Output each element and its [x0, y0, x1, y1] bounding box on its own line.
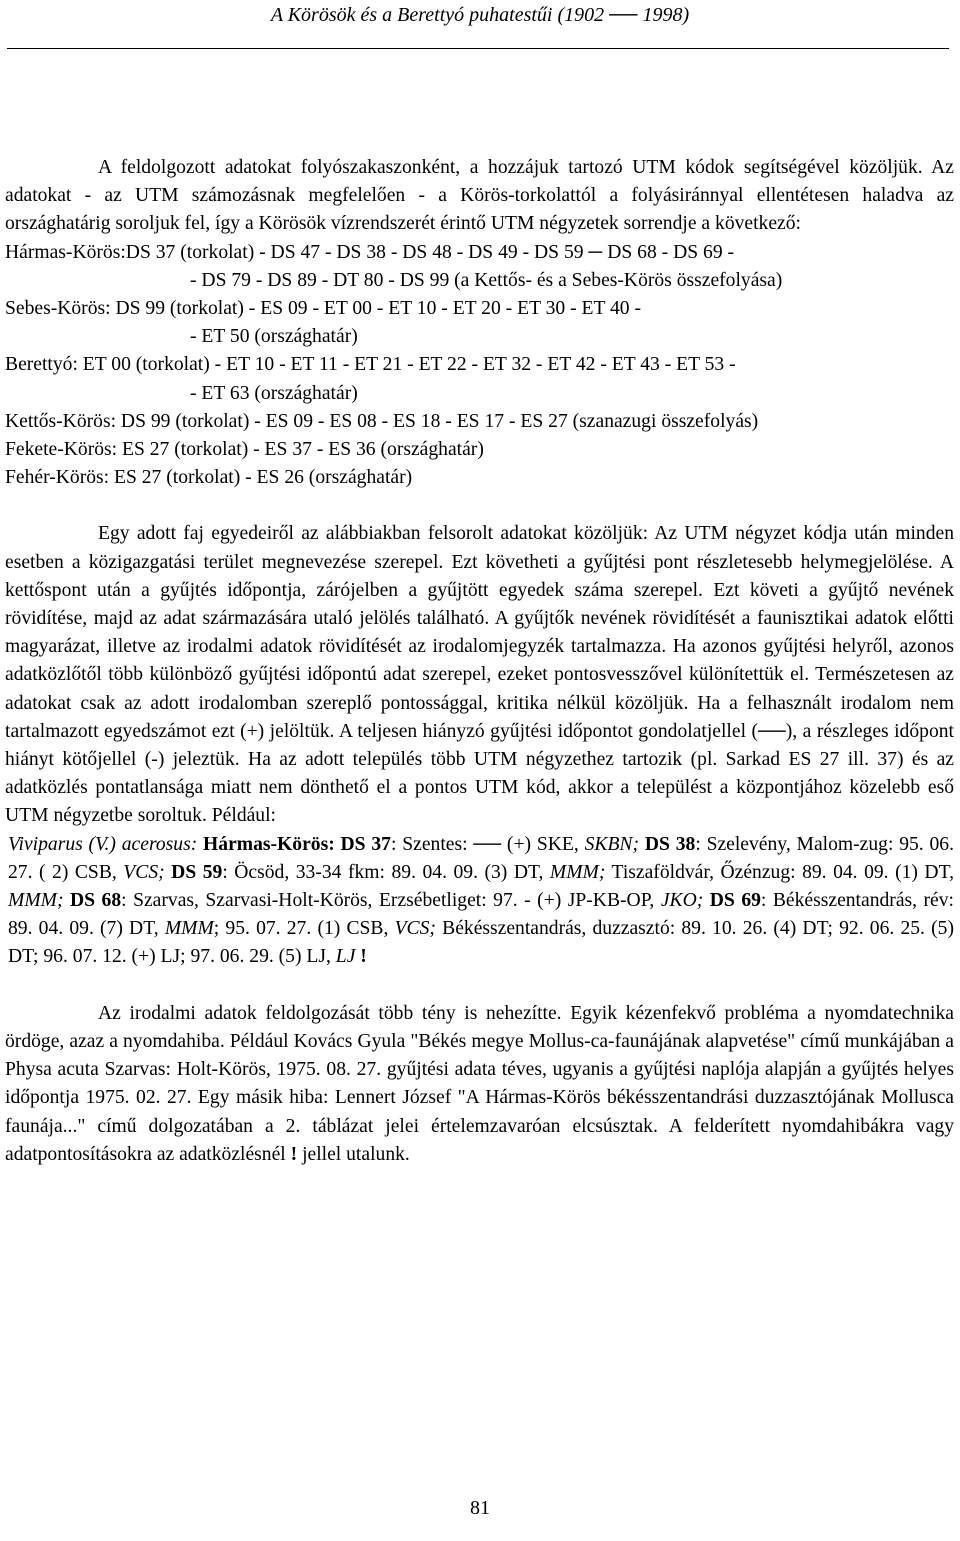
method-paragraph: Egy adott faj egyedeiről az alábbiakban felsorolt adatokat közöljük: Az UTM négyzet kódja után minden esetben a közigazgatási terület megnevezése szerepel. Ezt követheti a gyűjtési pont részletesebb helymegjelölése. A kettőspont után a gyűjtés időpontja, zárójelben a gyűjtött egyedek száma szerepel. Ezt követi a gyűjtő nevének rövidítése, majd az adat származására utaló jelölés található. A gyűjtők nevének rövidítését a faunisztikai adatok előtti magyarázat, illetve az irodalmi adatok rövidítését az irodalomjegyzék tartalmazza. Ha azonos gyűjtési helyről, azonos adatközlőtől több különböző gyűjtési időpontú adat szerepel, ezeket pontosvesszővel különítettük el. Természetesen az adatokat csak az adott irodalomban szereplő pontossággal, kritika nélkül közöljük. Ha a felhasznált irodalom nem tartalmazott egyedszámot ezt (+) jelöltük. A teljesen hiányzó gyűjtési időpontot gondolatjellel (──), a részleges időpont hiányt kötőjellel (-) jeleztük. Ha az adott település több UTM négyzethez tartozik (pl. Sarkad ES 27 ill. 37) és az adatközlés pontatlansága miatt nem dönthető el a pontos UTM kód, akkor a települést a központjához közelebb eső UTM négyzetbe soroltuk. Például:: [5, 523, 954, 827]
paragraph-gap: [5, 492, 954, 520]
river-utm-line: Sebes-Körös: DS 99 (torkolat) - ES 09 - ET 00 - ET 10 - ET 20 - ET 30 - ET 40 -: [5, 298, 641, 320]
text-run: MMM;: [8, 890, 64, 912]
text-run: : Szentes: ── (+) SKE,: [390, 833, 585, 855]
text-run: DS 69: [709, 890, 761, 912]
river-utm-line: Berettyó: ET 00 (torkolat) - ET 10 - ET 11 - ET 21 - ET 22 - ET 32 - ET 42 - ET 43 - ET 53 -: [5, 354, 736, 376]
text-run: VCS;: [123, 861, 165, 883]
text-run: DS 59: [171, 861, 223, 883]
text-run: !: [360, 946, 367, 968]
text-run: MMM;: [549, 861, 606, 883]
text-run: : Öcsöd, 33-34 fkm: 89. 04. 09. (3) DT,: [222, 861, 550, 883]
running-header: A Körösök és a Berettyó puhatestűi (1902 ── 1998): [270, 4, 690, 26]
text-run: MMM: [164, 918, 214, 940]
river-utm-continuation: - DS 79 - DS 89 - DT 80 - DS 99 (a Kettős- és a Sebes-Körös összefolyása): [190, 269, 783, 291]
page-body: [5, 154, 954, 1169]
river-utm-line: Fekete-Körös: ES 27 (torkolat) - ES 37 - ES 36 (országhatár): [5, 439, 484, 461]
text-run: : Szelevény, Malom-zug: 95. 06. 27. ( 2) CSB,: [8, 833, 954, 883]
text-run: Az irodalmi adatok feldolgozását több tény is nehezítte. Egyik kézenfekvő probléma a nyomdatechnika ördöge, azaz a nyomdahiba. Például Kovács Gyula "Békés megye Mollus-ca-faunájának alapvetése" című munkájában a Physa acuta Szarvas: Holt-Körös, 1975. 08. 27. gyűjtési adata téves, ugyanis a gyűjtési naplója alapján a gyűjtés helyes időpontja 1975. 02. 27. Egy másik hiba: Lennert József "A Hármas-Körös békésszentandrási duzzasztójának Mollusca faunája..." című dolgozatában a 2. táblázat jelei értelemzavaróan elcsúsztak. A felderített nyomdahibákra vagy adatpontosításokra az adatközlésnél: [5, 1002, 954, 1165]
text-run: !: [290, 1143, 298, 1165]
text-run: LJ: [335, 946, 356, 968]
utm-river-list: [5, 239, 954, 493]
text-run: DS 38: [644, 833, 696, 855]
header-rule: [7, 48, 949, 49]
text-run: jellel utalunk.: [297, 1143, 410, 1165]
page-number: 81: [470, 1497, 490, 1519]
intro-paragraph: A feldolgozott adatokat folyószakaszonként, a hozzájuk tartozó UTM kódok segítségével közöljük. Az adatokat - az UTM számozásnak megfelelően - a Körös-torkolattól a folyásiránnyal ellentétesen haladva az országhatárig soroljuk fel, így a Körösök vízrendszerét érintő UTM négyzetek sorrendje a következő:: [5, 157, 954, 235]
text-run: : Szarvas, Szarvasi-Holt-Körös, Erzsébetliget: 97. - (+) JP-KB-OP,: [121, 890, 661, 912]
river-utm-line: Hármas-Körös:DS 37 (torkolat) - DS 47 - DS 38 - DS 48 - DS 49 - DS 59 ─ DS 68 - DS 69 -: [5, 241, 735, 263]
river-utm-line: Fehér-Körös: ES 27 (torkolat) - ES 26 (országhatár): [5, 467, 413, 489]
text-run: Békésszentandrás, duzzasztó: 89. 10. 26. (4) DT; 92. 06. 25. (5) DT; 96. 07. 12. (+) LJ; 97. 06. 29. (5) LJ,: [8, 918, 954, 968]
river-utm-continuation: - ET 63 (országhatár): [190, 382, 358, 404]
text-run: : Békésszentandrás, rév: 89. 04. 09. (7) DT,: [8, 890, 954, 940]
text-run: JKO;: [660, 890, 704, 912]
text-run: ; 95. 07. 27. (1) CSB,: [213, 918, 395, 940]
text-run: Tiszaföldvár, Őzénzug: 89. 04. 09. (1) DT,: [605, 861, 954, 883]
text-run: SKBN;: [584, 833, 640, 855]
text-run: VCS;: [394, 918, 436, 940]
paragraph-gap: [5, 972, 954, 1000]
river-utm-line: Kettős-Körös: DS 99 (torkolat) - ES 09 - ES 08 - ES 18 - ES 17 - ES 27 (szanazugi összefolyás): [5, 410, 759, 432]
text-run: DS 68: [70, 890, 122, 912]
text-run: Viviparus (V.) acerosus:: [8, 833, 204, 855]
example-record: [5, 831, 954, 972]
text-run: Hármas-Körös: DS 37: [203, 833, 391, 855]
river-utm-continuation: - ET 50 (országhatár): [190, 326, 358, 348]
misprint-paragraph: [5, 1000, 954, 1169]
